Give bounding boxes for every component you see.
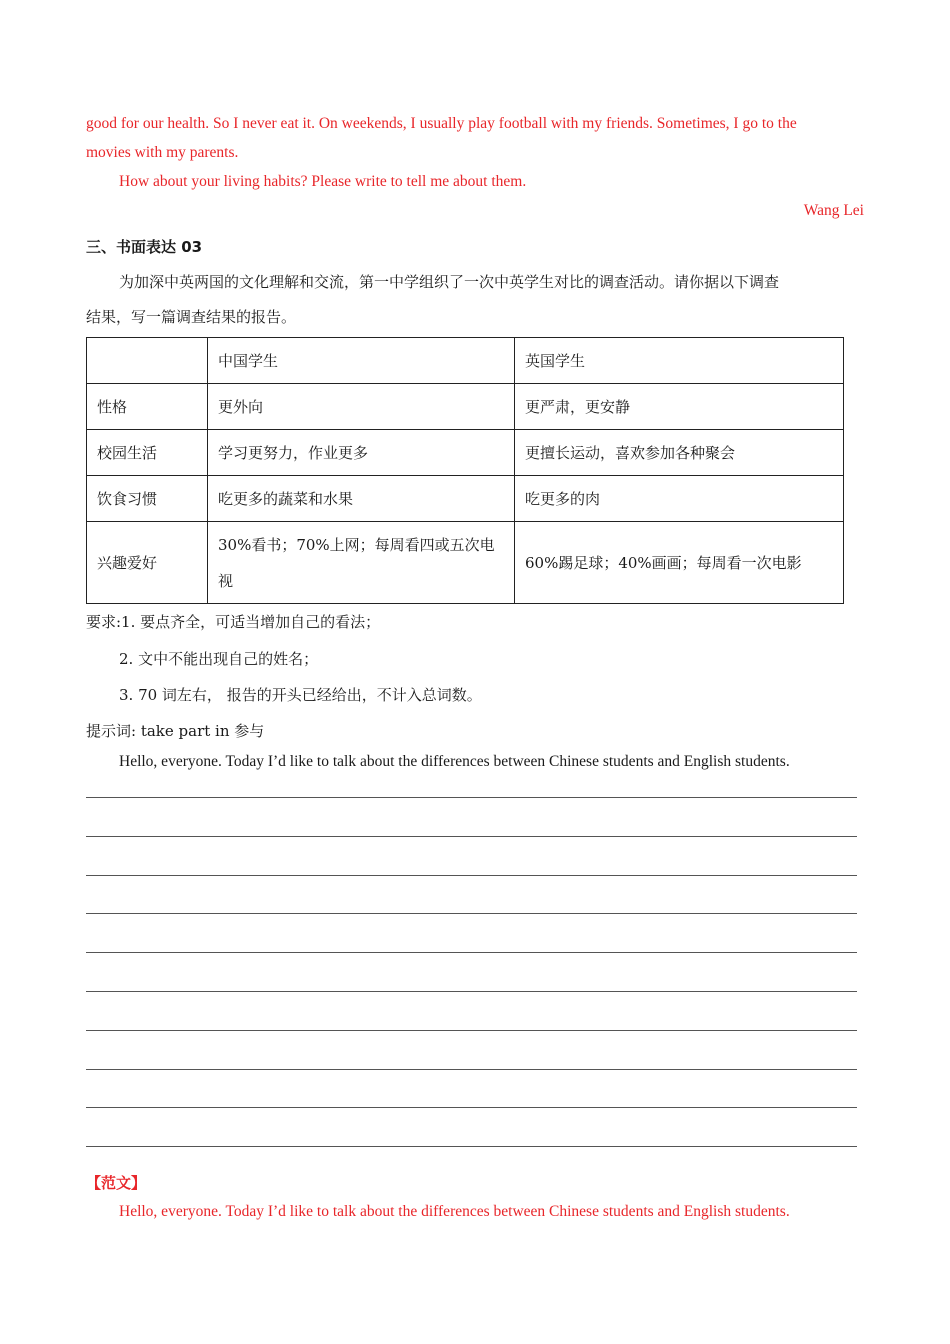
table-header-cell: 中国学生 [208, 338, 515, 384]
hint-words: 提示词: take part in 参与 [86, 722, 265, 740]
answer-line[interactable] [86, 991, 857, 992]
prompt-line-2: 结果，写一篇调查结果的报告。 [86, 308, 297, 326]
table-header-row [87, 338, 844, 384]
model-essay-label: 【范文】 [86, 1174, 147, 1192]
table-header-cell: 英国学生 [515, 338, 844, 384]
requirement-3: 3. 70 词左右， 报告的开头已经给出，不计入总词数。 [119, 686, 482, 704]
table-cell: 更外向 [208, 384, 515, 430]
table-cell: 学习更努力，作业更多 [208, 430, 515, 476]
answer-line[interactable] [86, 952, 857, 953]
table-cell: 更擅长运动，喜欢参加各种聚会 [515, 430, 844, 476]
table-row [87, 430, 844, 476]
answer-line[interactable] [86, 875, 857, 876]
answer-line[interactable] [86, 797, 857, 798]
essay-continuation-line-3: How about your living habits? Please write to tell me about them. [119, 173, 527, 190]
essay-continuation-line-2: movies with my parents. [86, 144, 239, 161]
table-cell: 更严肃，更安静 [515, 384, 844, 430]
answer-line[interactable] [86, 1030, 857, 1031]
answer-line[interactable] [86, 836, 857, 837]
table-cell: 60%踢足球；40%画画；每周看一次电影 [515, 522, 844, 604]
table-cell: 校园生活 [87, 430, 208, 476]
answer-line[interactable] [86, 1146, 857, 1147]
table-cell: 性格 [87, 384, 208, 430]
table-header-cell [87, 338, 208, 384]
essay-signature: Wang Lei [803, 202, 864, 219]
answer-line[interactable] [86, 1107, 857, 1108]
survey-table [86, 337, 844, 604]
table-row [87, 522, 844, 604]
table-row [87, 476, 844, 522]
answer-line[interactable] [86, 1069, 857, 1070]
table-cell: 30%看书；70%上网；每周看四或五次电视 [208, 522, 515, 604]
prompt-line-1: 为加深中英两国的文化理解和交流，第一中学组织了一次中英学生对比的调查活动。请你据以下调查 [119, 273, 780, 291]
requirement-2: 2. 文中不能出现自己的姓名； [119, 650, 319, 668]
essay-continuation-line-1: good for our health. So I never eat it. On weekends, I usually play football with my friends. Sometimes, I go to the [86, 115, 797, 132]
table-row [87, 384, 844, 430]
table-cell: 兴趣爱好 [87, 522, 208, 604]
table-cell: 吃更多的肉 [515, 476, 844, 522]
opening-sentence: Hello, everyone. Today I’d like to talk about the differences between Chinese students and English students. [119, 753, 790, 770]
section-heading: 三、书面表达 03 [86, 238, 203, 256]
model-essay-first-line: Hello, everyone. Today I’d like to talk about the differences between Chinese students and English students. [119, 1203, 790, 1220]
table-cell: 饮食习惯 [87, 476, 208, 522]
table-cell: 吃更多的蔬菜和水果 [208, 476, 515, 522]
answer-line[interactable] [86, 913, 857, 914]
requirement-1: 要求:1. 要点齐全，可适当增加自己的看法； [86, 613, 381, 631]
